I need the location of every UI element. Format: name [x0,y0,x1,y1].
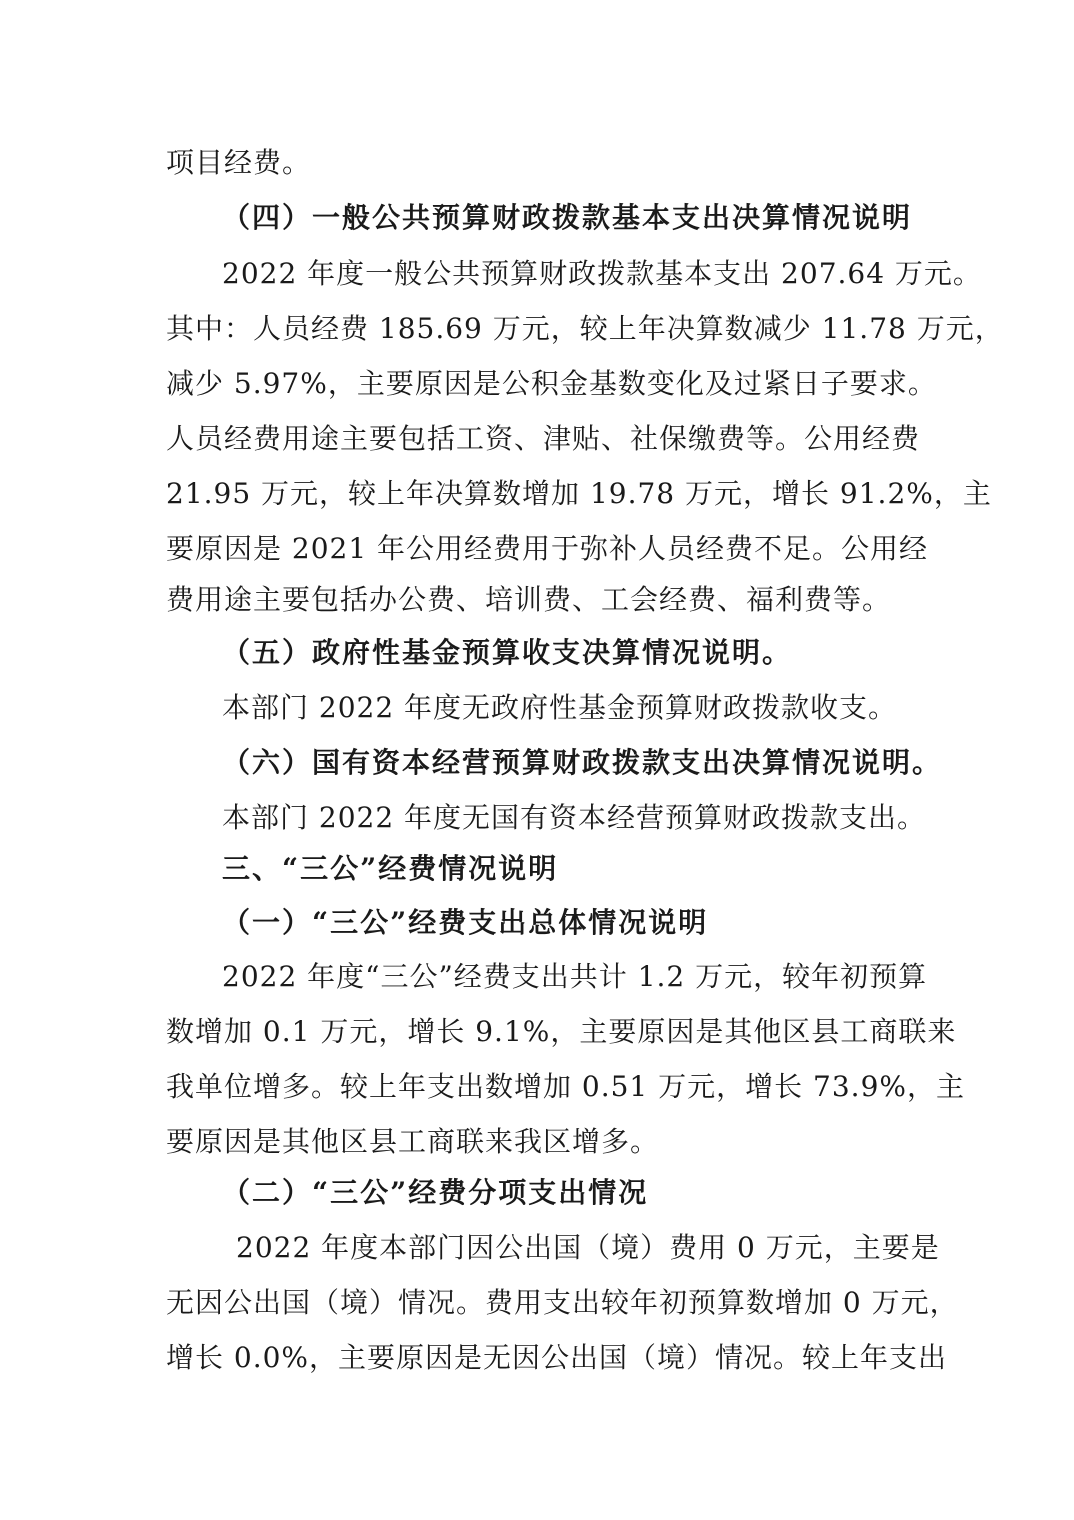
paragraph-line: 减少 5.97%，主要原因是公积金基数变化及过紧日子要求。 [166,367,937,400]
paragraph-line: 2022 年度本部门因公出国（境）费用 0 万元，主要是 [236,1231,940,1264]
paragraph-line: 数增加 0.1 万元，增长 9.1%，主要原因是其他区县工商联来 [166,1015,957,1048]
paragraph-line: 人员经费用途主要包括工资、津贴、社保缴费等。公用经费 [166,422,921,455]
paragraph-line: 本部门 2022 年度无政府性基金预算财政拨款收支。 [222,691,898,724]
paragraph-line: 费用途主要包括办公费、培训费、工会经费、福利费等。 [166,583,892,616]
paragraph-line: 我单位增多。较上年支出数增加 0.51 万元，增长 73.9%，主 [166,1070,965,1103]
paragraph-line: 要原因是其他区县工商联来我区增多。 [166,1125,660,1158]
section-heading: （五）政府性基金预算收支决算情况说明。 [222,636,793,669]
subsection-heading: （一）“三公”经费支出总体情况说明 [222,906,709,939]
section-heading: 三、“三公”经费情况说明 [222,852,559,885]
paragraph-line: 要原因是 2021 年公用经费用于弥补人员经费不足。公用经 [166,532,929,565]
paragraph-line: 项目经费。 [166,146,312,179]
section-heading: （六）国有资本经营预算财政拨款支出决算情况说明。 [222,746,943,779]
subsection-heading: （二）“三公”经费分项支出情况 [222,1176,649,1209]
section-heading: （四）一般公共预算财政拨款基本支出决算情况说明 [222,201,913,234]
paragraph-line: 2022 年度“三公”经费支出共计 1.2 万元，较年初预算 [222,960,928,993]
paragraph-line: 增长 0.0%，主要原因是无因公出国（境）情况。较上年支出 [166,1341,948,1374]
paragraph-line: 无因公出国（境）情况。费用支出较年初预算数增加 0 万元， [166,1286,959,1319]
paragraph-line: 21.95 万元，较上年决算数增加 19.78 万元，增长 91.2%，主 [166,477,992,510]
paragraph-line: 2022 年度一般公共预算财政拨款基本支出 207.64 万元。 [222,257,982,290]
paragraph-line: 其中：人员经费 185.69 万元，较上年决算数减少 11.78 万元， [166,312,1004,345]
paragraph-line: 本部门 2022 年度无国有资本经营预算财政拨款支出。 [222,801,927,834]
